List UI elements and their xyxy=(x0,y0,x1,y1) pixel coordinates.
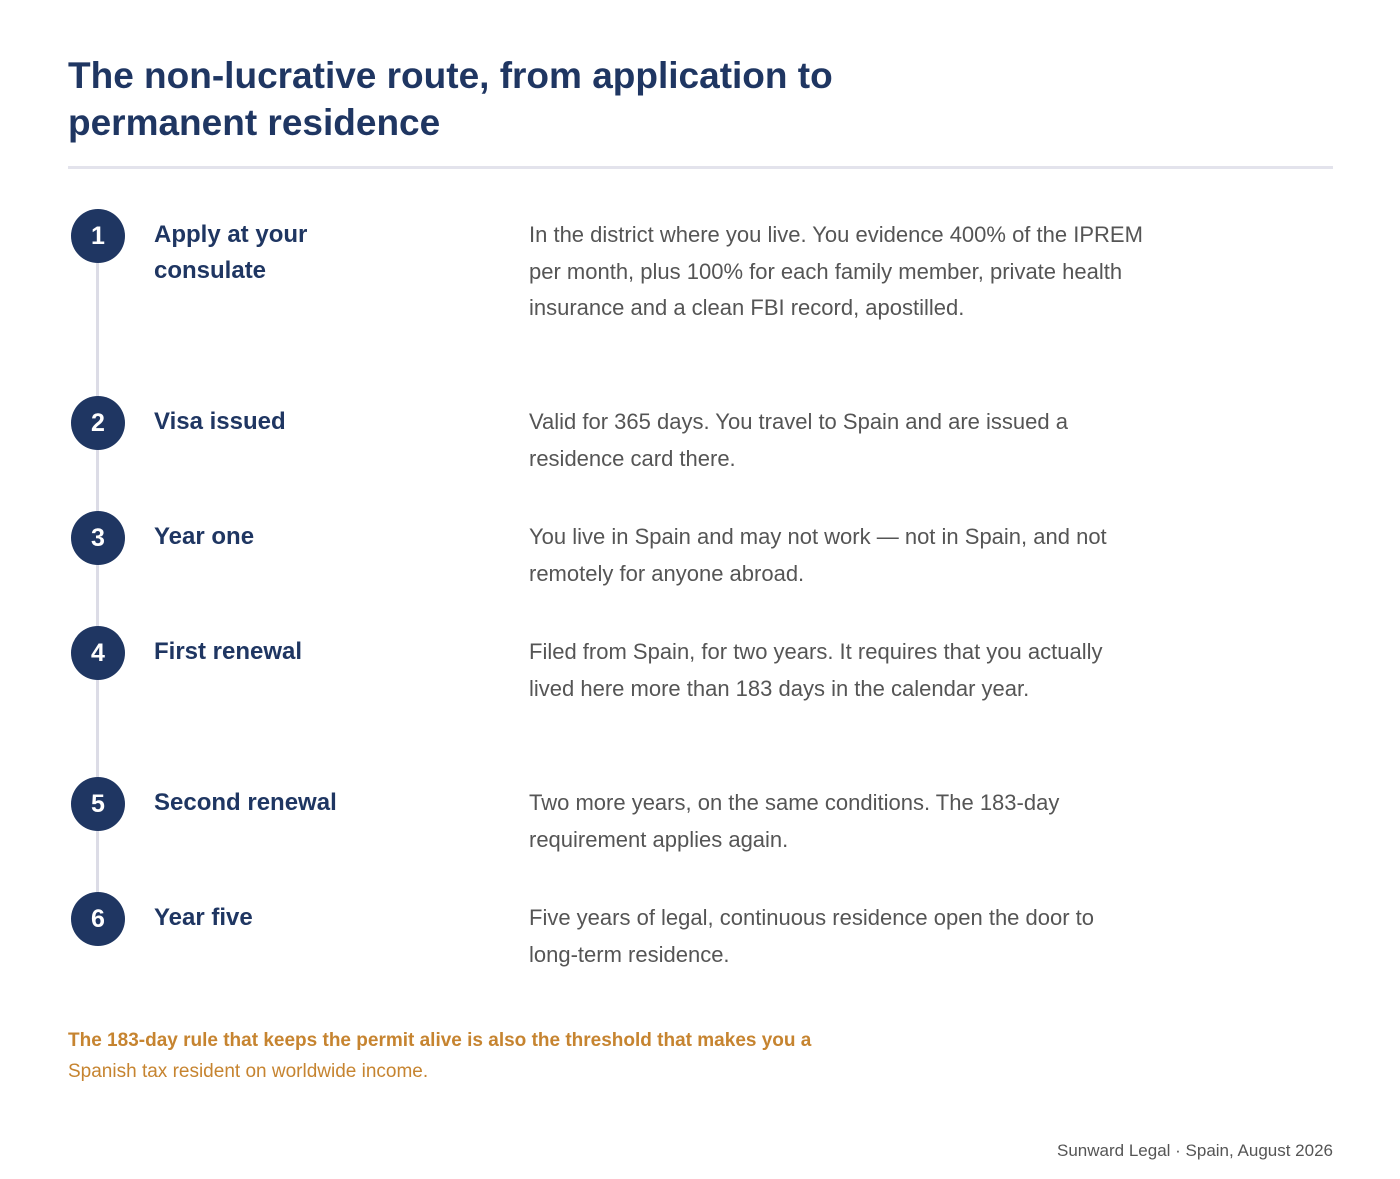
page-title: The non-lucrative route, from application to permanent residence xyxy=(68,55,833,143)
step-title: Year one xyxy=(154,523,255,550)
step-description: You live in Spain and may not work — not in Spain, and not remotely for anyone abroad. xyxy=(529,524,1107,586)
step-title: First renewal xyxy=(154,638,303,665)
step-title: Visa issued xyxy=(154,408,286,435)
tax-residence-note xyxy=(68,1025,928,1087)
step-description: In the district where you live. You evidence 400% of the IPREM per month, plus 100% for each family member, private health insurance and a clean FBI record, apostilled. xyxy=(529,222,1143,320)
step-number-badge: 3 xyxy=(71,511,125,565)
step-description: Filed from Spain, for two years. It requires that you actually lived here more than 183 days in the calendar year. xyxy=(529,639,1103,701)
page xyxy=(68,0,1333,1179)
step-number-badge: 5 xyxy=(71,777,125,831)
step-title: Second renewal xyxy=(154,789,337,816)
step-number-badge: 2 xyxy=(71,396,125,450)
note-text: Spanish tax resident on worldwide income. xyxy=(68,1061,429,1082)
step-title: Apply at your consulate xyxy=(154,221,308,284)
timeline xyxy=(68,0,1333,1000)
step-title: Year five xyxy=(154,904,253,931)
step-description: Valid for 365 days. You travel to Spain and are issued a residence card there. xyxy=(529,409,1068,471)
step-number-badge: 6 xyxy=(71,892,125,946)
step-number-badge: 4 xyxy=(71,626,125,680)
step-number-badge: 1 xyxy=(71,209,125,263)
note-emphasis: The 183-day rule that keeps the permit alive is also the threshold that makes you a xyxy=(68,1030,812,1051)
footer-credit: Sunward Legal · Spain, August 2026 xyxy=(1057,1141,1333,1160)
step-description: Five years of legal, continuous residence open the door to long-term residence. xyxy=(529,905,1095,967)
step-description: Two more years, on the same conditions. The 183-day requirement applies again. xyxy=(529,790,1060,852)
